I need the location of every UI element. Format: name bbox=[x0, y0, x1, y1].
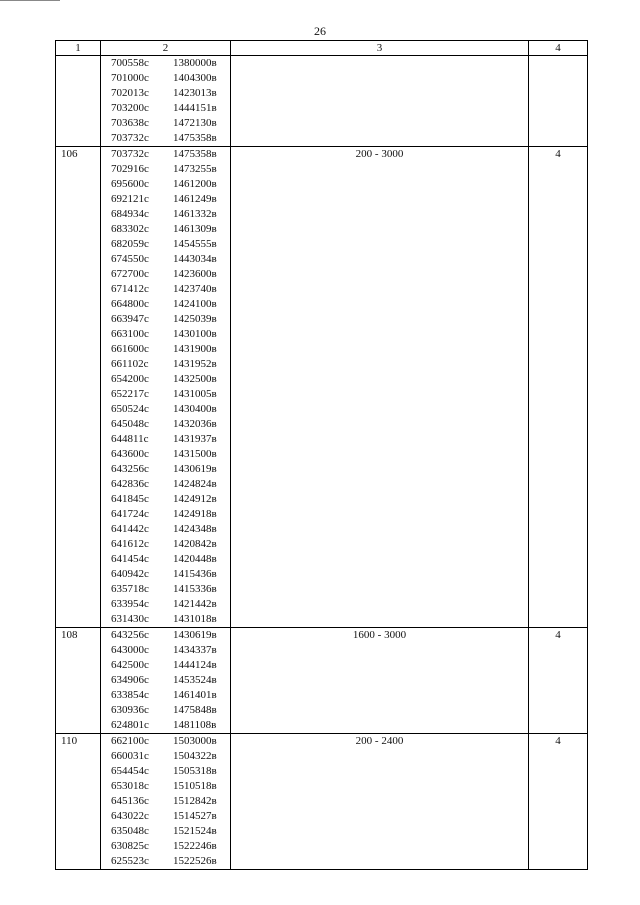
coordinate-pair bbox=[101, 537, 230, 552]
coordinate-list bbox=[101, 734, 231, 870]
longitude: 1504322в bbox=[173, 750, 217, 762]
latitude: 684934с bbox=[111, 208, 149, 220]
longitude: 1431900в bbox=[173, 343, 217, 355]
coordinate-pair bbox=[101, 116, 230, 131]
latitude: 664800с bbox=[111, 298, 149, 310]
coordinate-list bbox=[101, 147, 231, 628]
coordinate-pair bbox=[101, 839, 230, 854]
coordinate-list bbox=[101, 628, 231, 734]
latitude: 641442с bbox=[111, 523, 149, 535]
section-number: 108 bbox=[56, 628, 101, 734]
coordinate-pair bbox=[101, 417, 230, 432]
longitude: 1431005в bbox=[173, 388, 217, 400]
longitude: 1424918в bbox=[173, 508, 217, 520]
latitude: 641724с bbox=[111, 508, 149, 520]
header-cell: 4 bbox=[529, 41, 588, 56]
coordinate-pair bbox=[101, 734, 230, 749]
coordinate-pair bbox=[101, 507, 230, 522]
coordinates-table bbox=[55, 40, 588, 870]
latitude: 642836с bbox=[111, 478, 149, 490]
latitude: 682059с bbox=[111, 238, 149, 250]
longitude: 1420842в bbox=[173, 538, 217, 550]
longitude: 1510518в bbox=[173, 780, 217, 792]
longitude: 1430400в bbox=[173, 403, 217, 415]
latitude: 624801с bbox=[111, 719, 149, 731]
longitude: 1424348в bbox=[173, 523, 217, 535]
latitude: 661102с bbox=[111, 358, 149, 370]
latitude: 625523с bbox=[111, 855, 149, 867]
latitude: 633954с bbox=[111, 598, 149, 610]
coordinate-pair bbox=[101, 643, 230, 658]
latitude: 663947с bbox=[111, 313, 149, 325]
header-cell: 1 bbox=[56, 41, 101, 56]
coordinate-pair bbox=[101, 282, 230, 297]
coordinate-pair bbox=[101, 222, 230, 237]
coordinate-pair bbox=[101, 703, 230, 718]
coordinate-pair bbox=[101, 809, 230, 824]
latitude: 641454с bbox=[111, 553, 149, 565]
latitude: 701000с bbox=[111, 72, 149, 84]
longitude: 1481108в bbox=[173, 719, 217, 731]
coordinate-pair bbox=[101, 131, 230, 146]
altitude-range: 200 - 3000 bbox=[231, 147, 529, 628]
section-number bbox=[56, 56, 101, 147]
longitude: 1404300в bbox=[173, 72, 217, 84]
latitude: 660031с bbox=[111, 750, 149, 762]
table-row bbox=[56, 734, 588, 870]
latitude: 703200с bbox=[111, 102, 149, 114]
latitude: 661600с bbox=[111, 343, 149, 355]
longitude: 1461249в bbox=[173, 193, 217, 205]
coordinate-pair bbox=[101, 794, 230, 809]
coordinate-pair bbox=[101, 297, 230, 312]
coordinate-pair bbox=[101, 86, 230, 101]
latitude: 630936с bbox=[111, 704, 149, 716]
longitude: 1475358в bbox=[173, 132, 217, 144]
longitude: 1475848в bbox=[173, 704, 217, 716]
coordinate-pair bbox=[101, 779, 230, 794]
header-cell: 2 bbox=[101, 41, 231, 56]
longitude: 1415436в bbox=[173, 568, 217, 580]
latitude: 702013с bbox=[111, 87, 149, 99]
latitude: 703732с bbox=[111, 148, 149, 160]
coordinate-pair bbox=[101, 71, 230, 86]
latitude: 641845с bbox=[111, 493, 149, 505]
longitude: 1430619в bbox=[173, 629, 217, 641]
longitude: 1432500в bbox=[173, 373, 217, 385]
coordinate-pair bbox=[101, 824, 230, 839]
longitude: 1431952в bbox=[173, 358, 217, 370]
latitude: 672700с bbox=[111, 268, 149, 280]
latitude: 630825с bbox=[111, 840, 149, 852]
latitude: 692121с bbox=[111, 193, 149, 205]
longitude: 1461332в bbox=[173, 208, 217, 220]
header-cell: 3 bbox=[231, 41, 529, 56]
coordinate-pair bbox=[101, 312, 230, 327]
latitude: 695600с bbox=[111, 178, 149, 190]
longitude: 1431937в bbox=[173, 433, 217, 445]
longitude: 1424100в bbox=[173, 298, 217, 310]
latitude: 703732с bbox=[111, 132, 149, 144]
coordinate-pair bbox=[101, 673, 230, 688]
latitude: 635048с bbox=[111, 825, 149, 837]
latitude: 654454с bbox=[111, 765, 149, 777]
coordinate-pair bbox=[101, 552, 230, 567]
longitude: 1522246в bbox=[173, 840, 217, 852]
longitude: 1424912в bbox=[173, 493, 217, 505]
altitude-range: 1600 - 3000 bbox=[231, 628, 529, 734]
longitude: 1461200в bbox=[173, 178, 217, 190]
longitude: 1424824в bbox=[173, 478, 217, 490]
longitude: 1434337в bbox=[173, 644, 217, 656]
coordinate-pair bbox=[101, 56, 230, 71]
latitude: 645048с bbox=[111, 418, 149, 430]
longitude: 1443034в bbox=[173, 253, 217, 265]
coordinate-pair bbox=[101, 342, 230, 357]
longitude: 1444151в bbox=[173, 102, 217, 114]
latitude: 644811с bbox=[111, 433, 149, 445]
latitude: 643600с bbox=[111, 448, 149, 460]
latitude: 683302с bbox=[111, 223, 149, 235]
section-number: 110 bbox=[56, 734, 101, 870]
altitude-range bbox=[231, 56, 529, 147]
longitude: 1432036в bbox=[173, 418, 217, 430]
page-number: 26 bbox=[314, 24, 326, 38]
latitude: 643256с bbox=[111, 463, 149, 475]
longitude: 1430619в bbox=[173, 463, 217, 475]
latitude: 653018с bbox=[111, 780, 149, 792]
table-row bbox=[56, 628, 588, 734]
coordinate-pair bbox=[101, 718, 230, 733]
longitude: 1420448в bbox=[173, 553, 217, 565]
corner-mark bbox=[0, 0, 60, 1]
longitude: 1380000в bbox=[173, 57, 217, 69]
latitude: 641612с bbox=[111, 538, 149, 550]
longitude: 1454555в bbox=[173, 238, 217, 250]
section-number: 106 bbox=[56, 147, 101, 628]
table-header-row bbox=[56, 41, 588, 56]
latitude: 674550с bbox=[111, 253, 149, 265]
coordinate-pair bbox=[101, 764, 230, 779]
category-value: 4 bbox=[529, 734, 588, 870]
coordinate-pair bbox=[101, 237, 230, 252]
category-value: 4 bbox=[529, 628, 588, 734]
coordinate-pair bbox=[101, 162, 230, 177]
coordinate-pair bbox=[101, 101, 230, 116]
latitude: 645136с bbox=[111, 795, 149, 807]
latitude: 640942с bbox=[111, 568, 149, 580]
longitude: 1423740в bbox=[173, 283, 217, 295]
longitude: 1473255в bbox=[173, 163, 217, 175]
coordinate-pair bbox=[101, 252, 230, 267]
table-row bbox=[56, 147, 588, 628]
coordinate-pair bbox=[101, 477, 230, 492]
longitude: 1512842в bbox=[173, 795, 217, 807]
latitude: 671412с bbox=[111, 283, 149, 295]
category-value: 4 bbox=[529, 147, 588, 628]
coordinate-pair bbox=[101, 749, 230, 764]
coordinate-pair bbox=[101, 658, 230, 673]
longitude: 1514527в bbox=[173, 810, 217, 822]
latitude: 633854с bbox=[111, 689, 149, 701]
altitude-range: 200 - 2400 bbox=[231, 734, 529, 870]
latitude: 635718с bbox=[111, 583, 149, 595]
coordinate-pair bbox=[101, 492, 230, 507]
latitude: 642500с bbox=[111, 659, 149, 671]
coordinate-pair bbox=[101, 688, 230, 703]
longitude: 1421442в bbox=[173, 598, 217, 610]
longitude: 1423013в bbox=[173, 87, 217, 99]
table-row bbox=[56, 56, 588, 147]
coordinate-pair bbox=[101, 612, 230, 627]
latitude: 643256с bbox=[111, 629, 149, 641]
latitude: 643000с bbox=[111, 644, 149, 656]
latitude: 652217с bbox=[111, 388, 149, 400]
longitude: 1453524в bbox=[173, 674, 217, 686]
longitude: 1431018в bbox=[173, 613, 217, 625]
latitude: 702916с bbox=[111, 163, 149, 175]
coordinate-pair bbox=[101, 267, 230, 282]
longitude: 1430100в bbox=[173, 328, 217, 340]
latitude: 631430с bbox=[111, 613, 149, 625]
coordinate-pair bbox=[101, 628, 230, 643]
latitude: 662100с bbox=[111, 735, 149, 747]
latitude: 663100с bbox=[111, 328, 149, 340]
longitude: 1425039в bbox=[173, 313, 217, 325]
longitude: 1461401в bbox=[173, 689, 217, 701]
latitude: 654200с bbox=[111, 373, 149, 385]
longitude: 1522526в bbox=[173, 855, 217, 867]
coordinate-pair bbox=[101, 854, 230, 869]
coordinate-pair bbox=[101, 387, 230, 402]
longitude: 1415336в bbox=[173, 583, 217, 595]
coordinate-pair bbox=[101, 597, 230, 612]
coordinate-pair bbox=[101, 357, 230, 372]
coordinate-list bbox=[101, 56, 231, 147]
longitude: 1461309в bbox=[173, 223, 217, 235]
coordinate-pair bbox=[101, 447, 230, 462]
coordinate-pair bbox=[101, 522, 230, 537]
longitude: 1444124в bbox=[173, 659, 217, 671]
latitude: 703638с bbox=[111, 117, 149, 129]
coordinate-pair bbox=[101, 327, 230, 342]
latitude: 650524с bbox=[111, 403, 149, 415]
coordinate-pair bbox=[101, 177, 230, 192]
longitude: 1472130в bbox=[173, 117, 217, 129]
coordinate-pair bbox=[101, 462, 230, 477]
coordinate-pair bbox=[101, 372, 230, 387]
latitude: 643022с bbox=[111, 810, 149, 822]
coordinate-pair bbox=[101, 192, 230, 207]
longitude: 1423600в bbox=[173, 268, 217, 280]
latitude: 634906с bbox=[111, 674, 149, 686]
longitude: 1521524в bbox=[173, 825, 217, 837]
coordinate-pair bbox=[101, 147, 230, 162]
category-value bbox=[529, 56, 588, 147]
coordinate-pair bbox=[101, 567, 230, 582]
coordinate-pair bbox=[101, 432, 230, 447]
longitude: 1503000в bbox=[173, 735, 217, 747]
longitude: 1475358в bbox=[173, 148, 217, 160]
latitude: 700558с bbox=[111, 57, 149, 69]
longitude: 1431500в bbox=[173, 448, 217, 460]
coordinate-pair bbox=[101, 402, 230, 417]
coordinate-pair bbox=[101, 582, 230, 597]
coordinate-pair bbox=[101, 207, 230, 222]
longitude: 1505318в bbox=[173, 765, 217, 777]
